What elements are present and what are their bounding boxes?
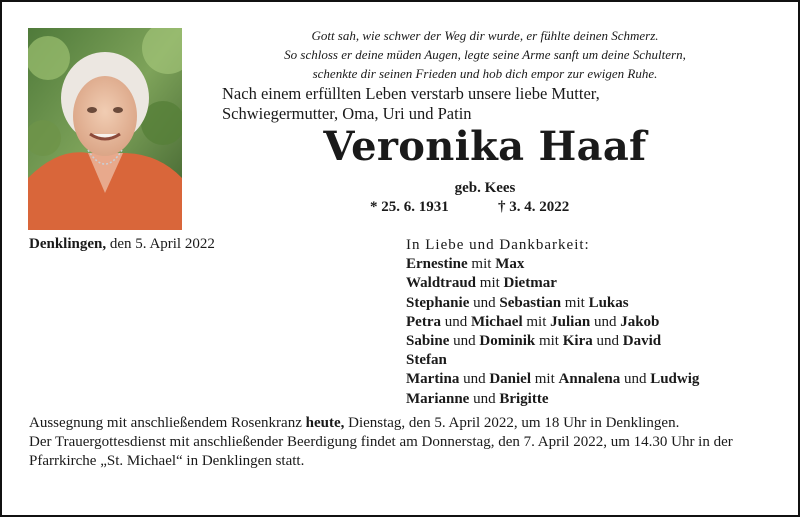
family-member-name: Brigitte: [499, 390, 549, 407]
notice-date: den 5. April 2022: [106, 236, 215, 252]
connector-text: mit: [467, 256, 496, 273]
connector-text: und: [449, 333, 480, 350]
connector-text: mit: [561, 294, 589, 311]
service-blessing-text: Aussegnung mit anschließendem Rosenkranz: [29, 415, 306, 431]
family-member-name: Dominik: [479, 333, 536, 350]
connector-text: mit: [522, 313, 551, 330]
family-member-name: Stefan: [406, 352, 447, 369]
family-member-name: Julian: [550, 313, 591, 330]
connector-text: und: [469, 390, 500, 407]
family-line: [406, 390, 699, 409]
service-blessing-today: heute,: [305, 415, 345, 431]
family-member-name: Kira: [562, 333, 593, 350]
family-member-name: Annalena: [558, 371, 621, 388]
deceased-name: Veronika Haaf: [323, 123, 647, 170]
connector-text: mit: [531, 371, 559, 388]
family-member-name: Waldtraud: [406, 275, 477, 292]
connector-text: und: [592, 333, 623, 350]
family-member-name: Martina: [406, 371, 460, 388]
poem-line: So schloss er deine müden Augen, legte seine Arme sanft um deine Schultern,: [284, 47, 686, 62]
place-and-date: [29, 236, 215, 253]
connector-text: und: [440, 313, 471, 330]
service-blessing-details: Dienstag, den 5. April 2022, um 18 Uhr in Denklingen.: [344, 415, 680, 431]
connector-text: und: [620, 371, 651, 388]
family-member-name: Sebastian: [499, 294, 562, 311]
family-line: [406, 294, 699, 313]
family-line: [406, 255, 699, 274]
family-member-name: Stephanie: [406, 294, 470, 311]
service-info: [29, 414, 779, 472]
family-member-name: Dietmar: [503, 275, 557, 292]
intro-line: Nach einem erfüllten Leben verstarb unsere liebe Mutter,: [222, 84, 600, 103]
place-name: Denklingen,: [29, 236, 107, 252]
family-line: [406, 313, 699, 332]
poem-line: schenkte dir seinen Frieden und hob dich empor zur ewigen Ruhe.: [312, 66, 658, 81]
service-funeral: Der Trauergottesdienst mit anschließender Beerdigung findet am Donnerstag, den 7. April 2022, um 14.30 Uhr in der Pfarrkirche „St. Michael“ in Denklingen statt.: [29, 434, 733, 470]
service-blessing: [29, 414, 779, 433]
family-member-name: David: [622, 333, 662, 350]
family-member-name: Daniel: [489, 371, 531, 388]
intro-line: Schwiegermutter, Oma, Uri und Patin: [222, 104, 472, 123]
birth-date: * 25. 6. 1931: [370, 199, 449, 215]
family-member-name: Sabine: [406, 333, 450, 350]
thanks-heading: In Liebe und Dankbarkeit:: [406, 237, 590, 253]
family-line: [406, 274, 699, 293]
family-member-name: Lukas: [588, 294, 629, 311]
family-member-name: Michael: [470, 313, 523, 330]
mourners-list: [406, 236, 699, 409]
family-names: [406, 255, 699, 409]
family-line: [406, 332, 699, 351]
death-date: † 3. 4. 2022: [498, 199, 570, 215]
family-member-name: Max: [495, 256, 525, 273]
family-member-name: Ludwig: [650, 371, 700, 388]
connector-text: und: [459, 371, 490, 388]
family-line: [406, 351, 699, 370]
life-dates: [370, 199, 569, 216]
connector-text: und: [469, 294, 500, 311]
connector-text: mit: [476, 275, 504, 292]
family-member-name: Ernestine: [406, 256, 468, 273]
connector-text: und: [590, 313, 621, 330]
family-member-name: Marianne: [406, 390, 470, 407]
connector-text: mit: [535, 333, 563, 350]
memorial-poem: [190, 26, 780, 83]
family-line: [406, 370, 699, 389]
poem-line: Gott sah, wie schwer der Weg dir wurde, er fühlte deinen Schmerz.: [311, 28, 659, 43]
portrait-photo: [28, 28, 182, 230]
intro-text: [222, 84, 600, 124]
family-member-name: Petra: [406, 313, 441, 330]
birth-name: geb. Kees: [454, 180, 516, 196]
family-member-name: Jakob: [620, 313, 660, 330]
